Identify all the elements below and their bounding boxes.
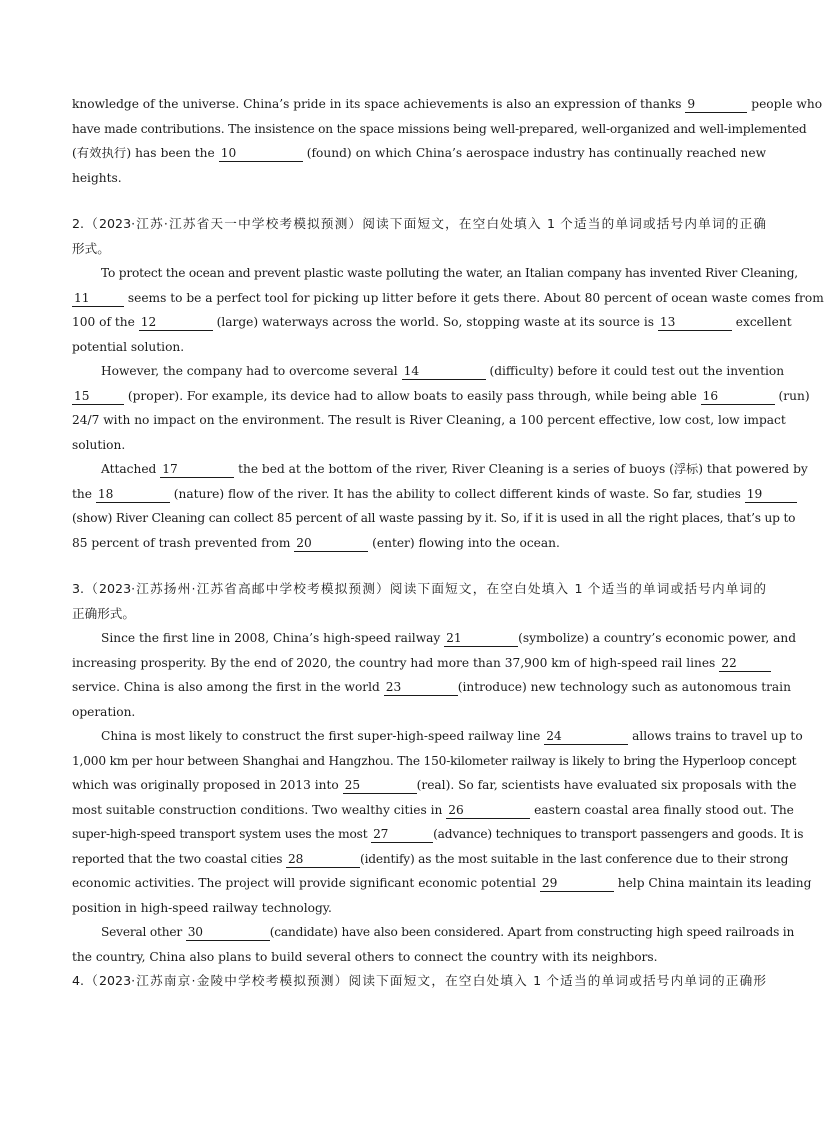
text: reported that the two coastal cities bbox=[72, 851, 287, 866]
text-line: position in high-speed railway technology. bbox=[72, 900, 332, 915]
blank-24[interactable]: 24 bbox=[544, 729, 628, 745]
text: help China maintain its leading bbox=[613, 876, 812, 890]
text: which was originally proposed in 2013 into bbox=[72, 778, 343, 792]
heading-line: 3.（2023·江苏扬州·江苏省高邮中学校考模拟预测）阅读下面短文，在空白处填入 1 个适当的单词或括号内单词的 bbox=[72, 581, 766, 596]
text-line: To protect the ocean and prevent plastic waste polluting the water, an Italian company has invented River Cleaning, bbox=[101, 266, 798, 280]
blank-25[interactable]: 25 bbox=[343, 778, 417, 794]
question-3-paragraph-2 bbox=[72, 724, 812, 920]
text-line: solution. bbox=[72, 437, 126, 452]
text: (symbolize) a country’s economic power, and bbox=[518, 631, 797, 645]
blank-16[interactable]: 16 bbox=[701, 389, 775, 405]
text: China is most likely to construct the first super-high-speed railway line bbox=[101, 729, 545, 743]
blank-11[interactable]: 11 bbox=[72, 291, 124, 307]
text: allows trains to travel up to bbox=[628, 729, 803, 743]
text-line: operation. bbox=[72, 704, 136, 719]
text-line: heights. bbox=[72, 170, 122, 185]
text: service. China is also among the first in the world bbox=[72, 680, 384, 694]
text: (real). So far, scientists have evaluated six proposals with the bbox=[416, 778, 797, 792]
text-line: the country, China also plans to build several others to connect the country with its neighbors. bbox=[72, 949, 658, 964]
text-line: potential solution. bbox=[72, 339, 185, 354]
blank-21[interactable]: 21 bbox=[444, 631, 518, 647]
text: the bbox=[72, 486, 96, 501]
text: increasing prosperity. By the end of 2020, the country had more than 37,900 km of high-speed rail lines bbox=[72, 655, 720, 670]
text: Several other bbox=[101, 925, 186, 939]
blank-23[interactable]: 23 bbox=[384, 680, 458, 696]
heading-line: 形式。 bbox=[72, 240, 110, 256]
document-page bbox=[72, 92, 824, 994]
text: (introduce) new technology such as autonomous train bbox=[457, 680, 791, 694]
question-3-paragraph-3 bbox=[72, 920, 795, 969]
text-line: 24/7 with no impact on the environment. The result is River Cleaning, a 100 percent effective, low cost, low impact bbox=[72, 413, 786, 427]
text: (candidate) have also been considered. Apart from constructing high speed railroads in bbox=[269, 925, 795, 939]
text: super-high-speed transport system uses the most bbox=[72, 827, 372, 841]
text: (difficulty) before it could test out the invention bbox=[485, 364, 785, 378]
blank-10[interactable]: 10 bbox=[219, 146, 303, 162]
text: (enter) flowing into the ocean. bbox=[368, 535, 560, 550]
text: 100 of the bbox=[72, 315, 139, 329]
blank-30[interactable]: 30 bbox=[186, 925, 270, 941]
text-line: 1,000 km per hour between Shanghai and Hangzhou. The 150-kilometer railway is likely to bring the Hyperloop concept bbox=[72, 753, 797, 768]
text: Attached bbox=[101, 462, 161, 476]
blank-19[interactable]: 19 bbox=[745, 487, 797, 503]
text-line: have made contributions. The insistence on the space missions being well-prepared, well-organized and well-implemented bbox=[72, 121, 807, 136]
text-line: (show) River Cleaning can collect 85 percent of all waste passing by it. So, if it is used in all the right places, that’s up to bbox=[72, 511, 796, 525]
text: Since the first line in 2008, China’s high-speed railway bbox=[101, 631, 445, 645]
blank-15[interactable]: 15 bbox=[72, 389, 124, 405]
blank-22[interactable]: 22 bbox=[719, 656, 771, 672]
text: (nature) flow of the river. It has the ability to collect different kinds of waste. So far, studies bbox=[169, 486, 745, 501]
text: people who bbox=[747, 97, 823, 111]
text: (found) on which China’s aerospace industry has continually reached new bbox=[302, 146, 766, 160]
text: (advance) techniques to transport passengers and goods. It is bbox=[433, 827, 804, 841]
blank-14[interactable]: 14 bbox=[402, 364, 486, 380]
text: seems to be a perfect tool for picking up litter before it gets there. About 80 percent of ocean waste comes from bbox=[124, 290, 824, 305]
question-2-paragraph-3 bbox=[72, 457, 808, 555]
question-3-heading bbox=[72, 577, 766, 626]
text: most suitable construction conditions. Two wealthy cities in bbox=[72, 802, 447, 817]
text: 85 percent of trash prevented from bbox=[72, 535, 295, 550]
heading-line: 2.（2023·江苏·江苏省天一中学校考模拟预测）阅读下面短文，在空白处填入 1 个适当的单词或括号内单词的正确 bbox=[72, 216, 766, 231]
blank-9[interactable]: 9 bbox=[685, 97, 747, 113]
text: the bed at the bottom of the river, River Cleaning is a series of buoys (浮标) that powered by bbox=[234, 462, 808, 476]
question-4-heading bbox=[72, 969, 766, 994]
heading-line: 4.（2023·江苏南京·金陵中学校考模拟预测）阅读下面短文，在空白处填入 1 个适当的单词或括号内单词的正确形 bbox=[72, 973, 766, 988]
blank-12[interactable]: 12 bbox=[139, 315, 213, 331]
text: (有效执行) has been the bbox=[72, 146, 219, 160]
blank-17[interactable]: 17 bbox=[160, 462, 234, 478]
text: economic activities. The project will provide significant economic potential bbox=[72, 876, 540, 890]
blank-29[interactable]: 29 bbox=[540, 876, 614, 892]
text: knowledge of the universe. China’s pride in its space achievements is also an expression of thanks bbox=[72, 97, 686, 111]
paragraph-continuation bbox=[72, 92, 823, 190]
text: excellent bbox=[731, 315, 792, 329]
blank-13[interactable]: 13 bbox=[658, 315, 732, 331]
question-2-heading bbox=[72, 212, 766, 261]
question-2-paragraph-2 bbox=[72, 359, 810, 457]
blank-28[interactable]: 28 bbox=[286, 852, 360, 868]
text: (large) waterways across the world. So, stopping waste at its source is bbox=[212, 315, 658, 329]
text: (identify) as the most suitable in the last conference due to their strong bbox=[360, 851, 789, 866]
blank-27[interactable]: 27 bbox=[371, 827, 433, 843]
text: However, the company had to overcome several bbox=[101, 364, 402, 378]
text: eastern coastal area finally stood out. The bbox=[530, 802, 794, 817]
blank-20[interactable]: 20 bbox=[294, 536, 368, 552]
text: (proper). For example, its device had to allow boats to easily pass through, while being able bbox=[124, 388, 701, 403]
blank-18[interactable]: 18 bbox=[96, 487, 170, 503]
heading-line: 正确形式。 bbox=[72, 605, 135, 621]
text: (run) bbox=[774, 388, 810, 403]
question-2-paragraph-1 bbox=[72, 261, 824, 359]
question-3-paragraph-1 bbox=[72, 626, 797, 724]
blank-26[interactable]: 26 bbox=[446, 803, 530, 819]
